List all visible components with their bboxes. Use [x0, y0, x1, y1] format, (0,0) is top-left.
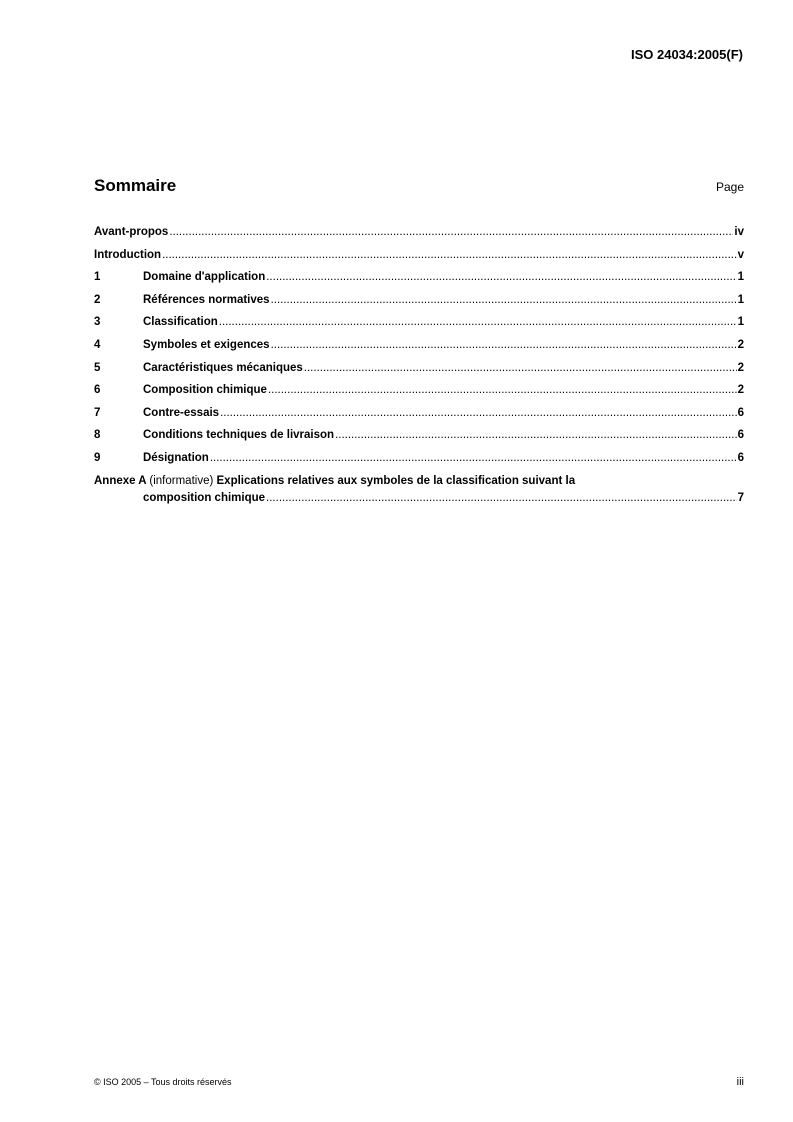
toc-entry-avant-propos[interactable]: [94, 226, 744, 249]
toc-leader-dots: [210, 452, 737, 464]
toc-page-column-label: Page: [715, 180, 744, 194]
toc-entry-symboles[interactable]: [94, 339, 744, 362]
toc-entry-page: 6: [737, 406, 744, 419]
annex-label-line1: Explications relatives aux symboles de la classification suivant la: [216, 474, 576, 487]
toc-entry-annexe-a[interactable]: [94, 475, 744, 510]
toc-entry-introduction[interactable]: [94, 249, 744, 272]
toc-entry-label: Références normatives: [143, 293, 270, 306]
toc-entry-label: Conditions techniques de livraison: [143, 429, 335, 442]
toc-leader-dots: [266, 492, 737, 504]
document-id: ISO 24034:2005(F): [630, 47, 743, 62]
toc-leader-dots: [220, 407, 737, 419]
toc-entry-domaine[interactable]: [94, 271, 744, 294]
toc-entry-label: Classification: [143, 316, 218, 329]
toc-header: [94, 176, 744, 196]
toc-entry-label: Avant-propos: [94, 226, 169, 238]
copyright-notice: © ISO 2005 – Tous droits réservés: [94, 1077, 232, 1087]
toc-entry-number: 4: [94, 338, 101, 351]
toc-entry-number: 7: [94, 406, 101, 419]
page-number: iii: [736, 1076, 744, 1088]
toc-entry-page: 1: [737, 293, 744, 306]
toc-entry-label: Introduction: [94, 248, 162, 261]
toc-leader-dots: [162, 249, 737, 261]
toc-entry-page: 1: [737, 271, 744, 284]
page-footer: [94, 1076, 744, 1088]
toc-entry-composition[interactable]: [94, 384, 744, 407]
toc-entry-label: Caractéristiques mécaniques: [143, 361, 303, 374]
toc-entry-number: 5: [94, 361, 101, 374]
toc-leader-dots: [268, 384, 737, 396]
toc-entry-label: Désignation: [143, 451, 209, 464]
toc-entry-page: 6: [737, 429, 744, 442]
annex-type: (informative): [149, 474, 214, 487]
toc-entry-number: 8: [94, 429, 101, 442]
toc-entry-page: 7: [737, 491, 744, 504]
toc-entry-references[interactable]: [94, 294, 744, 317]
toc-entry-page: 2: [737, 384, 744, 397]
toc-leader-dots: [266, 271, 736, 283]
toc-leader-dots: [219, 316, 737, 328]
toc-leader-dots: [169, 226, 733, 238]
toc-entry-page: v: [737, 248, 744, 261]
toc-entry-classification[interactable]: [94, 316, 744, 339]
toc-entry-number: 6: [94, 384, 101, 397]
toc-leader-dots: [271, 294, 737, 306]
toc-leader-dots: [304, 362, 737, 374]
toc-leader-dots: [335, 429, 737, 441]
toc-entry-number: 2: [94, 293, 101, 306]
toc-list: [94, 226, 744, 510]
toc-entry-page: 1: [737, 316, 744, 329]
toc-entry-label: Contre-essais: [143, 406, 220, 419]
toc-entry-number: 9: [94, 451, 101, 464]
toc-entry-page: 6: [737, 451, 744, 464]
toc-entry-label: Symboles et exigences: [143, 338, 270, 351]
toc-entry-number: 1: [94, 271, 101, 284]
toc-entry-number: 3: [94, 316, 101, 329]
toc-entry-page: 2: [737, 361, 744, 374]
annex-prefix: Annexe A: [94, 474, 147, 487]
toc-entry-contre-essais[interactable]: [94, 407, 744, 430]
toc-title: Sommaire: [94, 176, 177, 195]
toc-entry-page: 2: [737, 338, 744, 351]
toc-leader-dots: [271, 339, 737, 351]
annex-label-line2: composition chimique: [143, 491, 266, 504]
toc-entry-label: Composition chimique: [143, 384, 267, 397]
toc-entry-conditions[interactable]: [94, 429, 744, 452]
toc-entry-caracteristiques[interactable]: [94, 362, 744, 385]
toc-entry-designation[interactable]: [94, 452, 744, 475]
toc-entry-label: Domaine d'application: [143, 271, 266, 284]
toc-entry-page: iv: [734, 226, 744, 238]
